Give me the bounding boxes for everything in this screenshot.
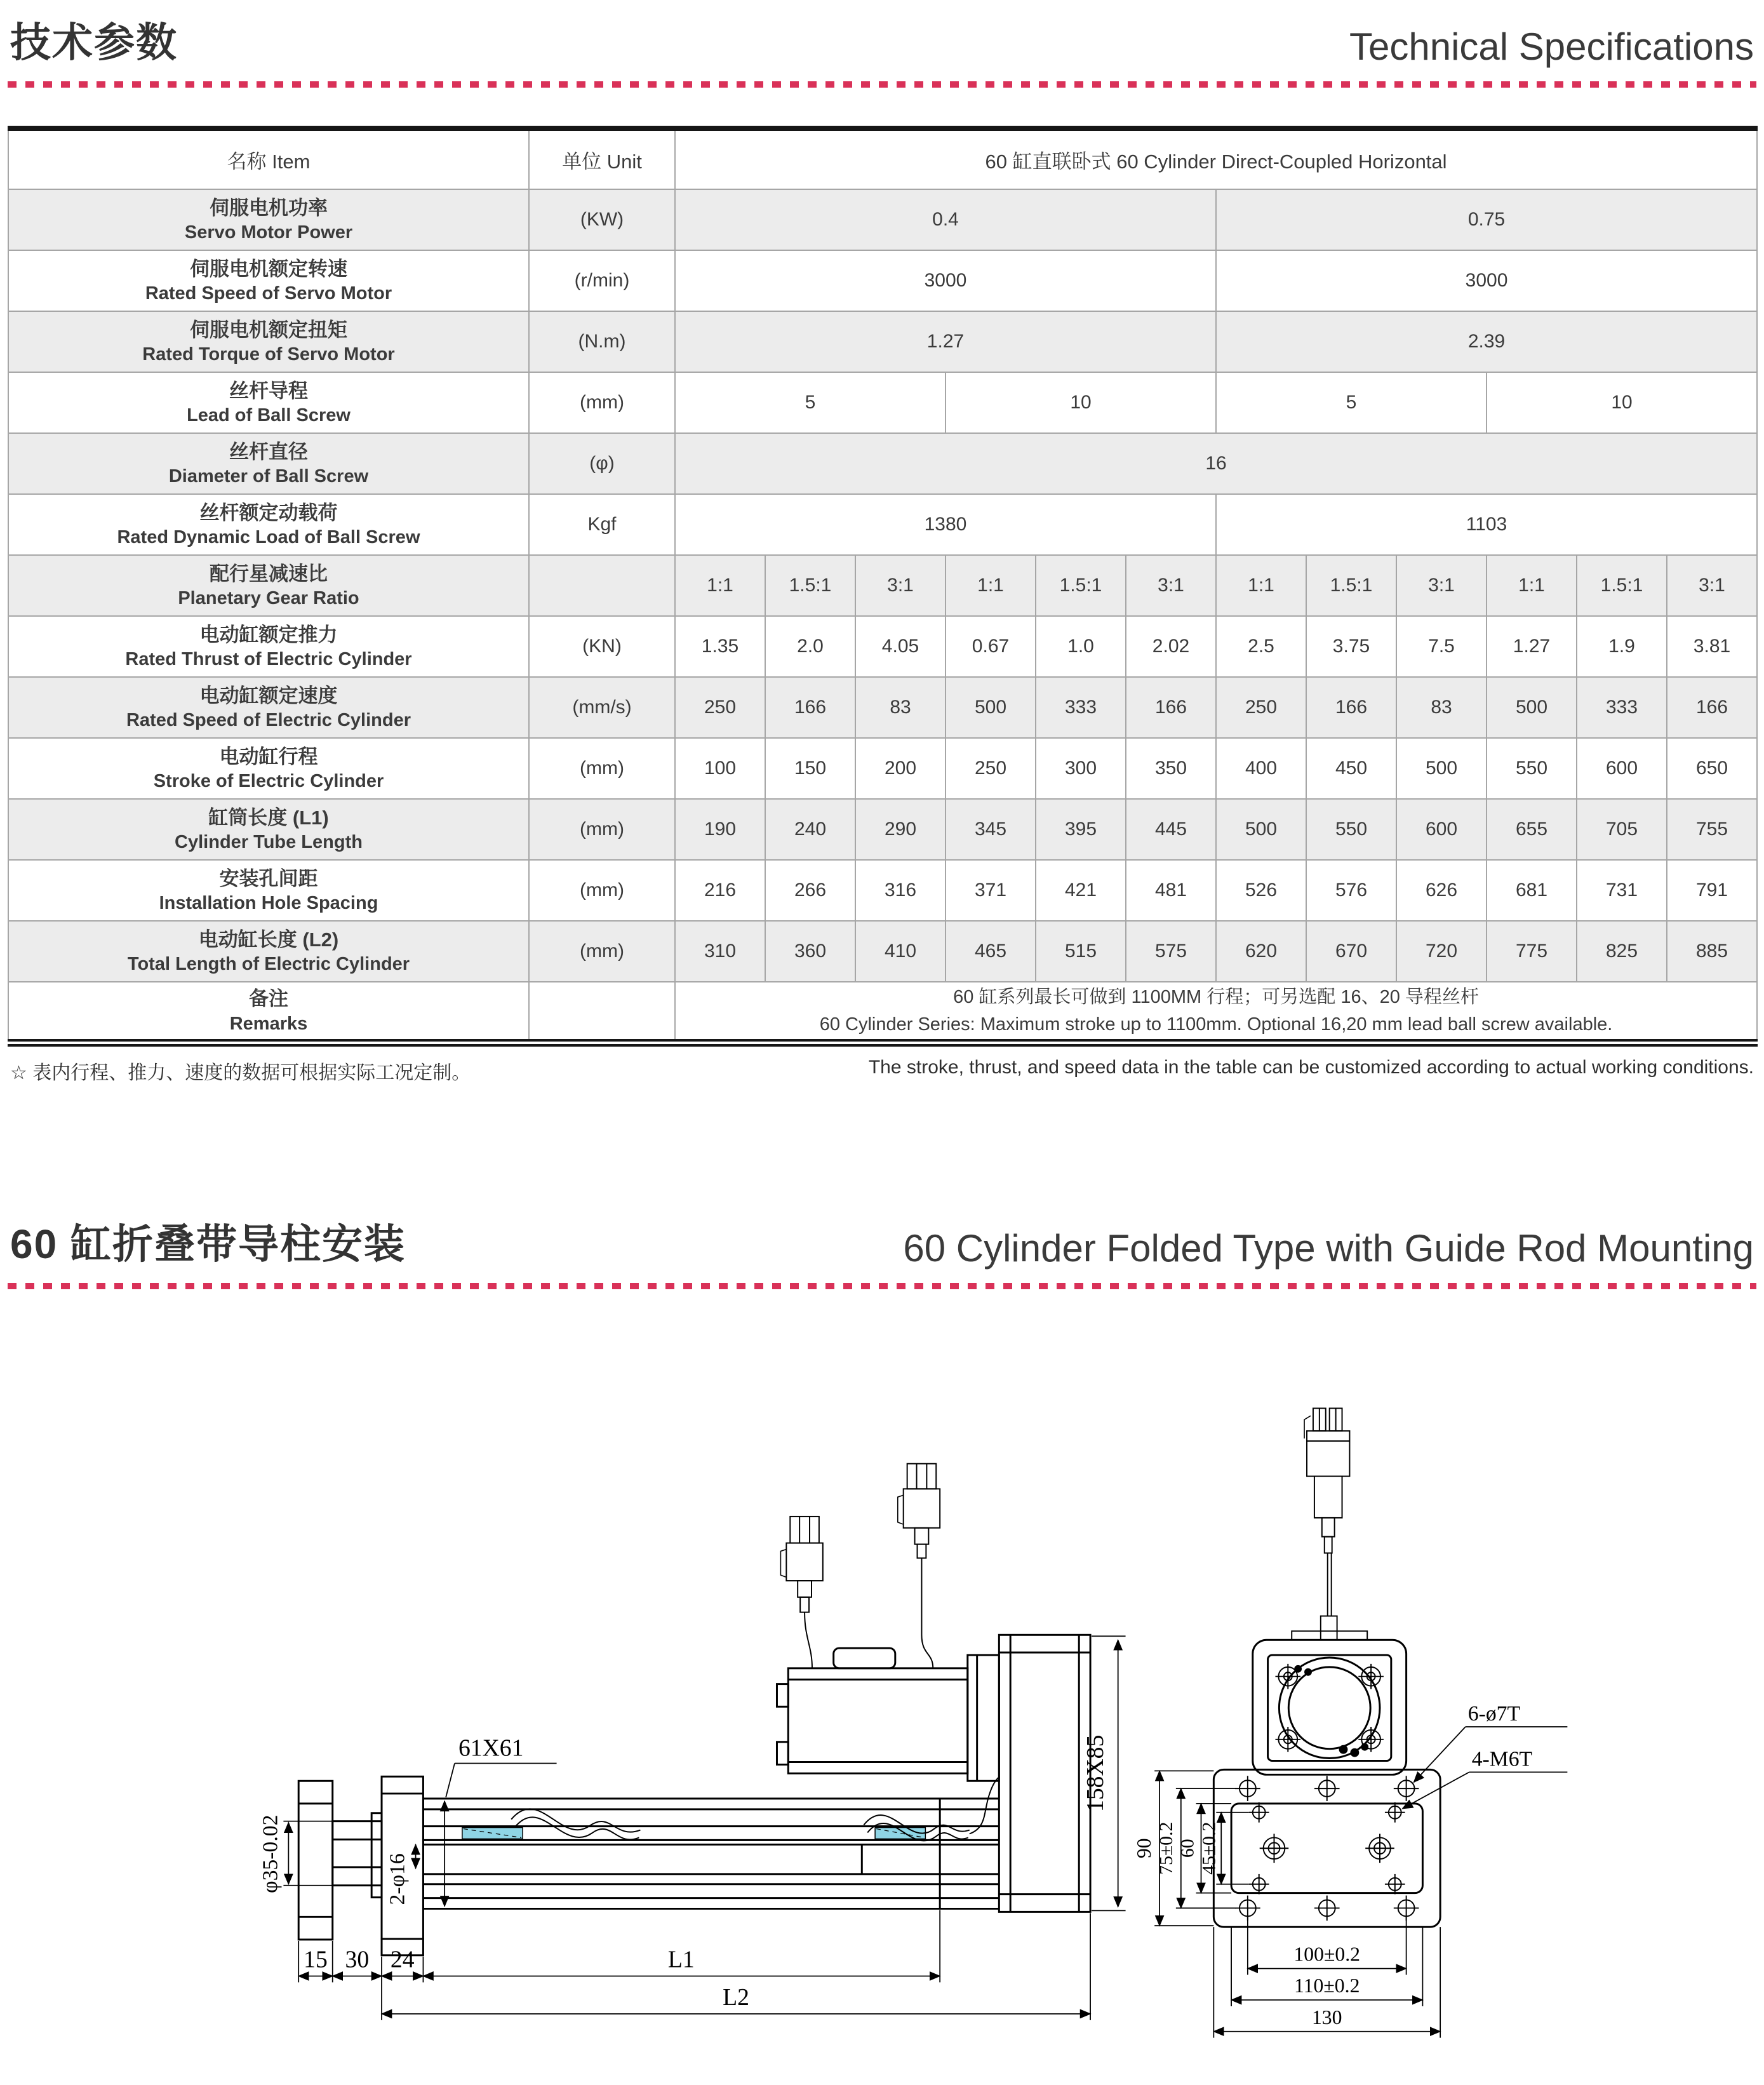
spec-value: 791: [1667, 860, 1757, 921]
page-title-zh: 技术参数: [10, 20, 178, 65]
row-unit: (mm): [529, 799, 675, 860]
spec-value: 83: [1396, 677, 1487, 738]
spec-value: 500: [1487, 677, 1577, 738]
spec-value: 1.35: [675, 616, 765, 677]
label-4-m6t: 4-M6T: [1471, 1747, 1533, 1771]
spec-value: 316: [855, 860, 945, 921]
spec-value: 720: [1396, 921, 1487, 982]
row-item-label: 缸筒长度 (L1) Cylinder Tube Length: [8, 799, 529, 860]
spec-value: 0.4: [675, 189, 1216, 250]
row-item-label: 配行星减速比 Planetary Gear Ratio: [8, 555, 529, 616]
spec-value: 1.5:1: [1577, 555, 1667, 616]
spec-value: 410: [855, 921, 945, 982]
row-unit: (KN): [529, 616, 675, 677]
motor-connector-stack-a: [780, 1517, 822, 1668]
row-unit: (r/min): [529, 250, 675, 311]
spec-value: 345: [945, 799, 1036, 860]
spec-value: 7.5: [1396, 616, 1487, 677]
spec-value: 500: [1396, 738, 1487, 799]
dim-90: 90: [1133, 1838, 1156, 1859]
drawing-area: [8, 1371, 1756, 2085]
spec-value: 650: [1667, 738, 1757, 799]
spec-value: 150: [765, 738, 855, 799]
label-6-d7t: 6-ø7T: [1467, 1702, 1521, 1726]
spec-value: 395: [1036, 799, 1126, 860]
spec-row: [8, 860, 1757, 921]
spec-value: 575: [1126, 921, 1216, 982]
row-unit: (φ): [529, 433, 675, 494]
spec-value: 16: [675, 433, 1757, 494]
spec-row: [8, 677, 1757, 738]
dim-15: 15: [304, 1946, 328, 1973]
spec-value: 290: [855, 799, 945, 860]
spec-value: 825: [1577, 921, 1667, 982]
spec-value: 1.9: [1577, 616, 1667, 677]
table-header-row: [8, 128, 1757, 189]
technical-drawing-svg: [8, 1371, 1756, 2082]
spec-value: 360: [765, 921, 855, 982]
spec-value: 450: [1306, 738, 1396, 799]
spec-row: [8, 311, 1757, 372]
spec-value: 1.27: [1487, 616, 1577, 677]
spec-value: 310: [675, 921, 765, 982]
spec-value: 5: [675, 372, 945, 433]
row-item-label: 伺服电机额定扭矩 Rated Torque of Servo Motor: [8, 311, 529, 372]
spec-value: 731: [1577, 860, 1667, 921]
row-unit: (mm): [529, 372, 675, 433]
spec-row: [8, 738, 1757, 799]
spec-value: 3:1: [1396, 555, 1487, 616]
row-unit: (mm/s): [529, 677, 675, 738]
spec-value: 4.05: [855, 616, 945, 677]
dotted-divider-2: [8, 1283, 1756, 1289]
row-unit: (N.m): [529, 311, 675, 372]
spec-row: [8, 799, 1757, 860]
header-product: 60 缸直联卧式 60 Cylinder Direct-Coupled Horizontal: [675, 128, 1757, 189]
spec-row: [8, 921, 1757, 982]
dim-rod-diameter: φ35-0.02: [258, 1814, 283, 1893]
spec-value: 705: [1577, 799, 1667, 860]
spec-value: 3:1: [1126, 555, 1216, 616]
spec-value: 3000: [1216, 250, 1757, 311]
dim-l2: L2: [723, 1984, 749, 2011]
spec-value: 550: [1306, 799, 1396, 860]
dim-endplate: 158X85: [1081, 1734, 1109, 1813]
row-item-label: 安装孔间距 Installation Hole Spacing: [8, 860, 529, 921]
spec-value: 166: [765, 677, 855, 738]
dim-60: 60: [1177, 1839, 1198, 1858]
spec-row: [8, 616, 1757, 677]
spec-value: 626: [1396, 860, 1487, 921]
spec-value: 1:1: [675, 555, 765, 616]
spec-value: 240: [765, 799, 855, 860]
row-item-label: 丝杆额定动载荷 Rated Dynamic Load of Ball Screw: [8, 494, 529, 555]
spec-value: 216: [675, 860, 765, 921]
spec-value: 775: [1487, 921, 1577, 982]
spec-value: 3.81: [1667, 616, 1757, 677]
section2-header: [8, 1212, 1756, 1270]
spec-value: 515: [1036, 921, 1126, 982]
end-view-motor-bolts: [1275, 1664, 1383, 1757]
spec-value: 5: [1216, 372, 1487, 433]
spec-row: [8, 433, 1757, 494]
spec-value: 600: [1577, 738, 1667, 799]
spec-value: 620: [1216, 921, 1306, 982]
dim-110: 110±0.2: [1294, 1974, 1360, 1997]
spec-value: 400: [1216, 738, 1306, 799]
spec-value: 350: [1126, 738, 1216, 799]
spec-value: 681: [1487, 860, 1577, 921]
spec-value: 550: [1487, 738, 1577, 799]
dim-45: 45±0.2: [1199, 1821, 1220, 1875]
section2-title-zh: 60 缸折叠带导柱安装: [10, 1221, 406, 1267]
spec-value: 300: [1036, 738, 1126, 799]
page-title-en: Technical Specifications: [1349, 25, 1754, 68]
spec-value: 333: [1036, 677, 1126, 738]
row-remark-text: 60 缸系列最长可做到 1100MM 行程；可另选配 16、20 导程丝杆 60 Cylinder Series: Maximum stroke up to 1100mm. Optional 16,20 mm lead ball screw available.: [675, 982, 1757, 1043]
spec-value: 500: [1216, 799, 1306, 860]
spec-value: 445: [1126, 799, 1216, 860]
row-unit: (mm): [529, 860, 675, 921]
spec-value: 2.5: [1216, 616, 1306, 677]
spec-value: 755: [1667, 799, 1757, 860]
dim-30: 30: [345, 1946, 370, 1973]
side-view-outline: [298, 1635, 1090, 1955]
spec-value: 100: [675, 738, 765, 799]
spec-value: 670: [1306, 921, 1396, 982]
spec-value: 166: [1306, 677, 1396, 738]
header-unit: 单位 Unit: [529, 128, 675, 189]
dim-24: 24: [390, 1946, 415, 1973]
spec-value: 0.75: [1216, 189, 1757, 250]
dim-130: 130: [1311, 2006, 1342, 2028]
row-unit: Kgf: [529, 494, 675, 555]
spec-value: 1:1: [1487, 555, 1577, 616]
row-item-label: 电动缸行程 Stroke of Electric Cylinder: [8, 738, 529, 799]
spec-value: 3:1: [1667, 555, 1757, 616]
highlighted-bushings: [462, 1828, 925, 1839]
spec-value: 1380: [675, 494, 1216, 555]
spec-value: 1.27: [675, 311, 1216, 372]
row-unit: [529, 555, 675, 616]
footnote-zh: ☆ 表内行程、推力、速度的数据可根据实际工况定制。: [10, 1063, 471, 1083]
section2-title-en: 60 Cylinder Folded Type with Guide Rod Mounting: [903, 1227, 1754, 1270]
row-item-label: 电动缸长度 (L2) Total Length of Electric Cylinder: [8, 921, 529, 982]
spec-value: 166: [1126, 677, 1216, 738]
spec-value: 10: [1487, 372, 1757, 433]
spec-value: 166: [1667, 677, 1757, 738]
spec-value: 481: [1126, 860, 1216, 921]
spec-value: 0.67: [945, 616, 1036, 677]
spec-value: 371: [945, 860, 1036, 921]
spec-value: 1:1: [1216, 555, 1306, 616]
row-item-label: 丝杆导程 Lead of Ball Screw: [8, 372, 529, 433]
spec-value: 1:1: [945, 555, 1036, 616]
spec-value: 3000: [675, 250, 1216, 311]
spec-value: 3.75: [1306, 616, 1396, 677]
row-item-label: 备注 Remarks: [8, 982, 529, 1043]
spec-value: 576: [1306, 860, 1396, 921]
row-item-label: 电动缸额定速度 Rated Speed of Electric Cylinder: [8, 677, 529, 738]
spec-value: 3:1: [855, 555, 945, 616]
end-view-motor: [1253, 1640, 1407, 1774]
spec-value: 655: [1487, 799, 1577, 860]
row-item-label: 丝杆直径 Diameter of Ball Screw: [8, 433, 529, 494]
spec-value: 526: [1216, 860, 1306, 921]
end-view-holes: [1235, 1776, 1419, 1921]
dim-guide-rods: 2-φ16: [385, 1853, 410, 1905]
row-unit: [529, 982, 675, 1043]
spec-value: 600: [1396, 799, 1487, 860]
spec-row: [8, 372, 1757, 433]
header-item: 名称 Item: [8, 128, 529, 189]
row-item-label: 伺服电机额定转速 Rated Speed of Servo Motor: [8, 250, 529, 311]
row-item-label: 伺服电机功率 Servo Motor Power: [8, 189, 529, 250]
dotted-divider: [8, 81, 1756, 88]
spec-value: 250: [675, 677, 765, 738]
row-item-label: 电动缸额定推力 Rated Thrust of Electric Cylinder: [8, 616, 529, 677]
spec-table: [8, 126, 1758, 1047]
spec-value: 2.39: [1216, 311, 1757, 372]
dim-61x61: 61X61: [458, 1734, 524, 1762]
spec-value: 2.0: [765, 616, 855, 677]
spec-row: [8, 250, 1757, 311]
spec-value: 1.0: [1036, 616, 1126, 677]
dim-75: 75±0.2: [1156, 1821, 1177, 1875]
spec-row: [8, 494, 1757, 555]
spec-value: 333: [1577, 677, 1667, 738]
spec-value: 83: [855, 677, 945, 738]
spec-value: 1.5:1: [1036, 555, 1126, 616]
spec-value: 10: [945, 372, 1216, 433]
spec-value: 266: [765, 860, 855, 921]
row-unit: (KW): [529, 189, 675, 250]
spec-value: 1.5:1: [765, 555, 855, 616]
motor-connector-stack-b: [898, 1464, 940, 1668]
spec-value: 2.02: [1126, 616, 1216, 677]
row-unit: (mm): [529, 921, 675, 982]
spec-value: 250: [945, 738, 1036, 799]
section1-header: [8, 10, 1756, 69]
end-view-connector: [1292, 1408, 1367, 1640]
spec-row: [8, 189, 1757, 250]
table-footnote: [8, 1057, 1756, 1085]
spec-value: 465: [945, 921, 1036, 982]
dim-l1: L1: [667, 1946, 695, 1973]
spec-value: 1103: [1216, 494, 1757, 555]
spec-value: 1.5:1: [1306, 555, 1396, 616]
spec-value: 190: [675, 799, 765, 860]
spec-value: 421: [1036, 860, 1126, 921]
spec-value: 200: [855, 738, 945, 799]
spec-row: [8, 555, 1757, 616]
spec-value: 500: [945, 677, 1036, 738]
spec-value: 885: [1667, 921, 1757, 982]
dim-100: 100±0.2: [1293, 1943, 1361, 1966]
footnote-en: The stroke, thrust, and speed data in the table can be customized according to actual working conditions.: [868, 1057, 1754, 1078]
row-unit: (mm): [529, 738, 675, 799]
spec-row: [8, 982, 1757, 1043]
spec-value: 250: [1216, 677, 1306, 738]
